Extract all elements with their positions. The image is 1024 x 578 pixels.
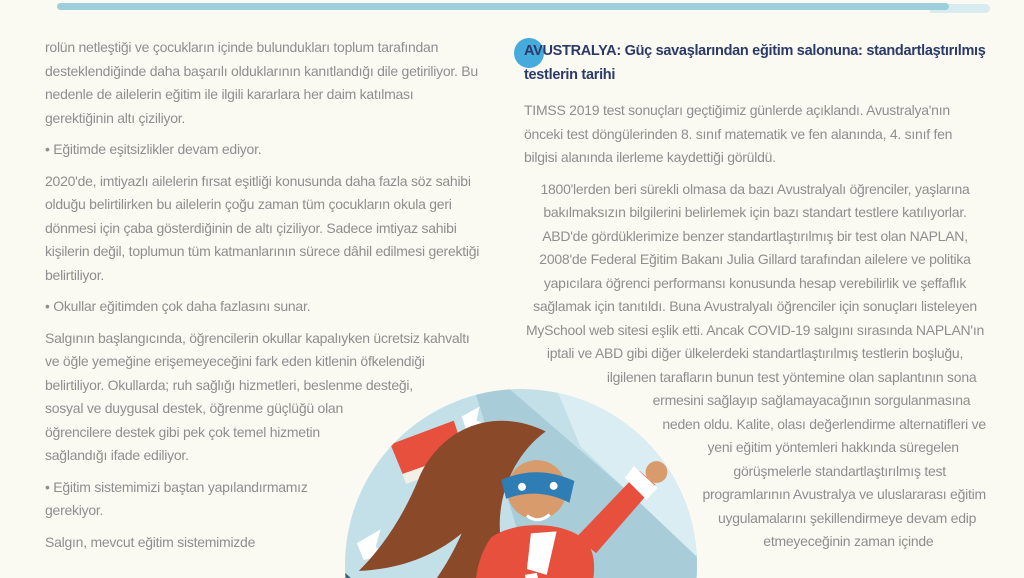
body-paragraph: Salgın, mevcut eğitim sistemimizde bbox=[45, 533, 256, 550]
body-paragraph: TIMSS 2019 test sonuçları geçtiğimiz günlerde açıklandı. Avustralya'nın önceki test döngülerinden 8. sınıf matematik ve fen alanında, 4. sınıf fen bilgisi alanında ilerleme kaydettiği görüldü. bbox=[524, 102, 953, 165]
flying-superhero-teacher-illustration bbox=[343, 387, 699, 578]
body-paragraph: rolün netleştiği ve çocukların içinde bulundukları toplum tarafından desteklendiğinde daha başarılı olduklarının kanıtlandığı dile getiriliyor. Bu nedenle de ailelerin eğitim ile ilgili kararlara her daim katılması gerektiğinin altı çiziliyor. bbox=[45, 39, 478, 126]
eye bbox=[518, 483, 526, 491]
body-paragraph: 1800'lerden beri sürekli olmasa da bazı Avustralyalı öğrenciler, yaşlarına bakılmaksızın bilgilerini belirlemek için bazı standart testlere katılıyorlar. ABD'de gördüklerimize benzer standartlaştırılmış bir test olan NAPLAN, 2008'de Federal Eğitim Bakanı Julia Gillard tarafından ailelere ve politika yapıcılara öğrenci performansı konusunda hesap verebilirlik ve şeffaflık sağlamak için tanıtıldı. Buna Avustralyalı öğrenciler için sonuçları listeleyen MySchool web sitesi eşlik etti. Ancak COVID-19 salgını sırasında NAPLAN'ın iptali ve ABD gibi diğer ülkelerdeki standartlaştırılmış testlerin boşluğu, ilgilenen tarafların bunun test yöntemine olan saplantının sona ermesini sağlayıp sağlamayacağının sorgulanmasına neden oldu. Kalite, olası değerlendirme alternatifleri ve yeni eğitim yöntemleri hakkında süregelen görüşmelerle standartlaştırılmış test programlarının Avustralya ve uluslararası eğitim uygulamalarını şekillendirmeye devam edip etmeyeceğinin zaman içinde bbox=[525, 180, 986, 549]
hand bbox=[646, 461, 668, 483]
body-paragraph: Salgının başlangıcında, öğrencilerin okullar kapalıyken ücretsiz kahvaltı ve öğle yemeğine erişemeyeceğini fark eden kitlenin öfkelendiği belirtiliyor. Okullarda; ruh sağlığı hizmetleri, beslenme desteği, sosyal ve duygusal destek, öğrenme güçlüğü olan öğrencilere destek gibi pek çok temel hizmetin sağlandığı ifade ediliyor. bbox=[45, 329, 470, 463]
article-heading: AVUSTRALYA: Güç savaşlarından eğitim salonuna: standartlaştırılmış testlerin tarihi bbox=[524, 43, 986, 83]
bullet-item: • Eğitimde eşitsizlikler devam ediyor. bbox=[45, 141, 262, 157]
bullet-item: • Okullar eğitimden çok daha fazlasını sunar. bbox=[45, 298, 311, 314]
bullet-item: • Eğitim sistemimizi baştan yapılandırmamız gerekiyor. bbox=[45, 478, 308, 518]
body-paragraph: 2020'de, imtiyazlı ailelerin fırsat eşitliği konusunda daha fazla söz sahibi olduğu belirtilirken bu ailelerin çoğu zaman tüm çocukların okula geri dönmesi için çaba gösterdiğinin de altı çiziliyor. Sadece imtiyaz sahibi kişilerin değil, toplumun tüm katmanlarının sürece dâhil edilmesi gerektiği belirtiliyor. bbox=[45, 172, 480, 283]
top-rule bbox=[57, 3, 949, 10]
eye bbox=[550, 482, 558, 490]
